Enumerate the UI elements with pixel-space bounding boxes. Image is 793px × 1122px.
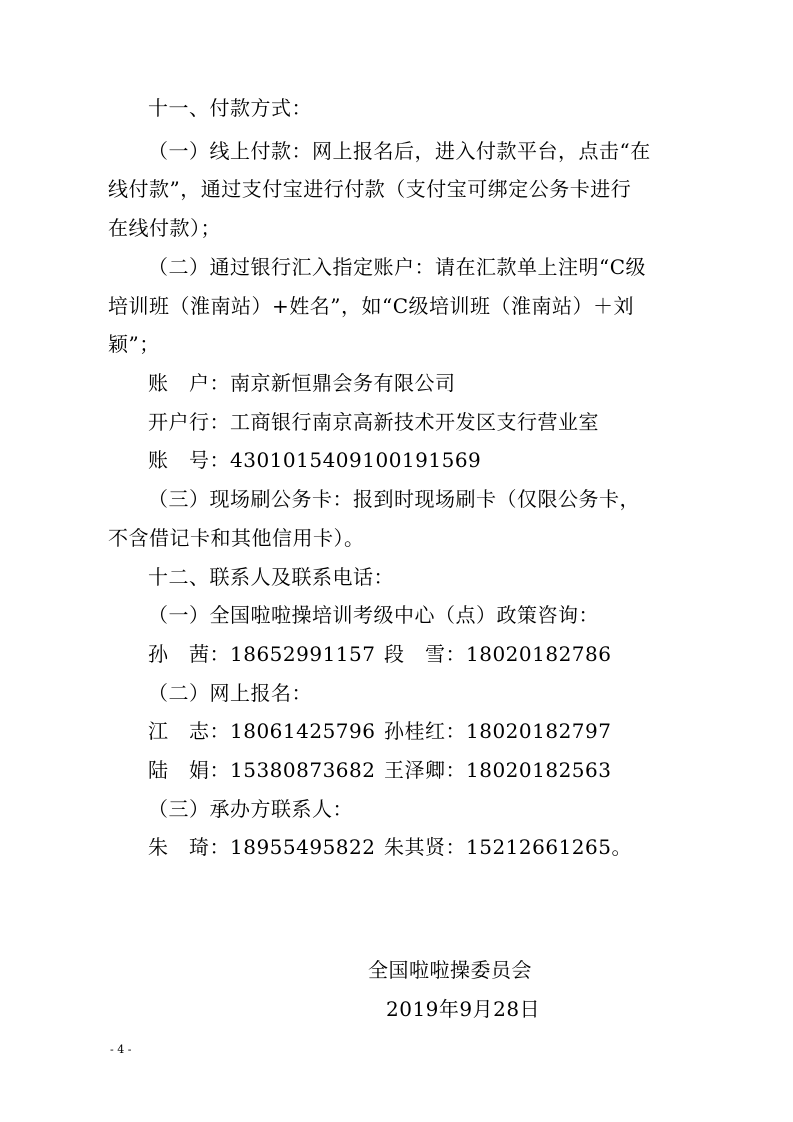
account-name: 账 户：南京新恒鼎会务有限公司 <box>148 371 456 395</box>
payment-bank-line-1: （二）通过银行汇入指定账户：请在汇款单上注明“C级 <box>148 255 647 279</box>
section-12-heading: 十二、联系人及联系电话： <box>148 565 394 589</box>
payment-card-line-2: 不含借记卡和其他信用卡）。 <box>108 526 365 550</box>
contact-entry: 朱其贤：15212661265。 <box>384 835 632 859</box>
payment-bank-line-3: 颖”； <box>108 332 160 356</box>
section-11-heading: 十一、付款方式： <box>148 96 312 120</box>
bank-name: 开户行：工商银行南京高新技术开发区支行营业室 <box>148 410 599 434</box>
payment-online-line-1: （一）线上付款：网上报名后，进入付款平台，点击“在 <box>148 139 651 163</box>
online-registration-heading: （二）网上报名： <box>148 681 312 705</box>
contact-entry: 孙 茜：18652991157 <box>148 642 376 666</box>
contact-entry: 段 雪：18020182786 <box>384 642 612 666</box>
page-number: - 4 - <box>110 1043 132 1056</box>
contact-entry: 孙桂红：18020182797 <box>384 719 612 743</box>
account-number: 账 号：4301015409100191569 <box>148 448 482 472</box>
payment-card-line-1: （三）现场刷公务卡：报到时现场刷卡（仅限公务卡， <box>148 487 640 511</box>
payment-online-line-3: 在线付款）； <box>108 216 221 240</box>
payment-online-line-2: 线付款”，通过支付宝进行付款（支付宝可绑定公务卡进行 <box>108 177 632 201</box>
contact-entry: 陆 娟：15380873682 <box>148 758 376 782</box>
host-contacts-heading: （三）承办方联系人： <box>148 797 353 821</box>
payment-bank-line-2: 培训班（淮南站）+姓名”，如“C级培训班（淮南站）＋刘 <box>108 294 635 318</box>
contact-entry: 江 志：18061425796 <box>148 719 376 743</box>
policy-consult-heading: （一）全国啦啦操培训考级中心（点）政策咨询： <box>148 603 599 627</box>
signature-organization: 全国啦啦操委员会 <box>368 958 532 982</box>
contact-entry: 王泽卿：18020182563 <box>384 758 612 782</box>
contact-entry: 朱 琦：18955495822 <box>148 835 376 859</box>
signature-date: 2019年9月28日 <box>386 997 541 1021</box>
